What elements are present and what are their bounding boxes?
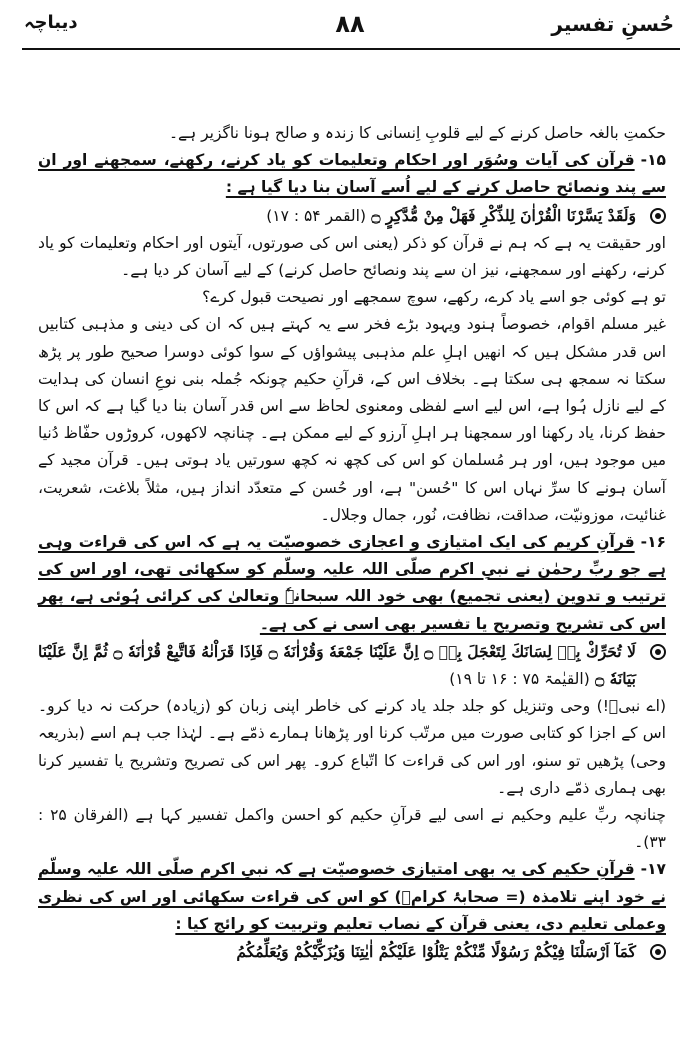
page-number: ۸۸ [335, 10, 365, 38]
point-17-number: ۱۷- [640, 860, 666, 879]
verse-text: كَمَآ اَرْسَلْنَا فِيْكُمْ رَسُوْلًا مِّنْكُمْ يَتْلُوْا عَلَيْكُمْ اٰيٰتِنَا وَيُزَكِّيْكُمْ وَيُعَلِّمُكُمُ [236, 942, 636, 962]
point-15-number: ۱۵- [640, 151, 666, 170]
point-16-paragraph-2: چنانچہ ربِّ علیم وحکیم نے اسی لیے قرآنِ حکیم کو احسن واکمل تفسیر کہا ہے (الفرقان ۲۵ : ۳۳)۔ [38, 806, 666, 852]
point-17-heading-text: قرآنِ حکیم کی یہ بھی امتیازی خصوصیّت ہے کہ نبیِ اکرم صلّی اللہ علیہ وسلّم نے خود اپنے تلامذہ (= صحابۂ کرامؓ) کو اس کی قراءت سکھائی اور اس کی نظری وعملی تعلیم دی، یعنی قرآن کے نصاب تعلیم وتربیت کو رائج کیا : [38, 860, 666, 933]
point-15-paragraph-1: اور حقیقت یہ ہے کہ ہم نے قرآن کو ذکر (یعنی اس کی صورتوں، آیتوں اور احکام وتعلیمات کو یاد کرنے، رکھنے اور سمجھنے، نیز ان سے پند ونصائح حاصل کرنے) کے لیے آسان کر دیا ہے۔ [38, 233, 666, 280]
point-16-paragraph-1: (اے نبیؐ!) وحی وتنزیل کو جلد جلد یاد کرنے کی خاطر اپنی زبان کو (زیادہ) حرکت نہ دیا کرو۔ اس کے اجزا کو کتابی صورت میں مرتّب کرنا اور پڑھانا ہمارے ذمّے ہے۔ لہٰذا جب ہم اسے (بذریعہ وحی) پڑھیں تو سنو، اور اس کی قراءت کا اتّباع کرو۔ پھر اس کی تصریح وتشریح یا تفسیر کرنا بھی ہماری ذمّے داری ہے۔ [38, 697, 666, 797]
point-16-verse [38, 638, 666, 693]
page-body [38, 120, 666, 965]
point-16-heading [38, 529, 666, 638]
verse-reference: (القیٰمۃ ۷۵ : ۱۶ تا ۱۹) [449, 670, 590, 689]
verse-text: وَلَقَدْ يَسَّرْنَا الْقُرْاٰنَ لِلذِّكْرِ فَهَلْ مِنْ مُّدَّكِرٍ ۝ [371, 205, 636, 225]
bullet-icon [650, 208, 666, 224]
point-15-verse [38, 202, 666, 230]
point-16-number: ۱۶- [640, 533, 666, 552]
point-17-verse [38, 938, 666, 965]
point-16-heading-text: قرآنِ کریم کی ایک امتیازی و اعجازی خصوصیّت یہ ہے کہ اس کی قراءت وہی ہے جو ربِّ رحمٰن نے نبیِ اکرم صلّی اللہ علیہ وسلّم کو سکھائی تھی، اور اس کی ترتیب و تدوین (یعنی تجمیع) بھی خود اللہ سبحانہٗ وتعالیٰ کی کرائی ہُوئی ہے، پھر اس کی تشریح وتصریح یا تفسیر بھی اسی نے کی ہے۔ [38, 533, 666, 633]
page-header [0, 6, 700, 46]
section-title: دیباچہ [24, 12, 78, 33]
verse-reference: (القمر ۵۴ : ۱۷) [266, 206, 366, 225]
bullet-icon [650, 644, 666, 660]
book-title: حُسنِ تفسیر [551, 12, 674, 36]
point-15-heading [38, 147, 666, 201]
bullet-icon [650, 944, 666, 960]
point-15-paragraph-2: تو ہے کوئی جو اسے یاد کرے، رکھے، سوچ سمجھے اور نصیحت قبول کرے؟ [202, 288, 666, 307]
intro-paragraph: حکمتِ بالغہ حاصل کرنے کے لیے قلوبِ اِنسانی کا زندہ و صالح ہونا ناگزیر ہے۔ [168, 124, 666, 142]
point-15-paragraph-3: غیر مسلم اقوام، خصوصاً ہنود ویہود بڑے فخر سے یہ کہتے ہیں کہ ان کی دینی و مذہبی کتابیں اس قدر مشکل ہیں کہ انھیں اہلِ علم مذہبی پیشواؤں کے سوا کوئی دوسرا صحیح طور پر پڑھ سکتا نہ سمجھ ہی سکتا ہے۔ بخلاف اس کے، قرآنِ حکیم چونکہ جُملہ بنی نوعِ انسان کی ہدایت کے لیے نازل ہُوا ہے، اس لیے اسے لفظی ومعنوی لحاظ سے اس قدر آسان بنا دیا گیا ہے کہ اس کا حفظ کرنا، یاد رکھنا اور سمجھنا ہر اہلِ آرزو کے لیے ممکن ہے۔ چنانچہ لاکھوں، کروڑوں حفّاظ دُنیا میں موجود ہیں، اور ہر مُسلمان کو اس کی کچھ نہ کچھ سورتیں یاد ہوتی ہیں۔ قرآن مجید کے آسان ہونے کا سرِّ نہاں اس کا "حُسن" ہے، اور حُسن کے متعدّد انداز ہیں، مثلاً بلاغت، شعریت، غنائیت، موزونیّت، صداقت، نظافت، نُور، جمال وجلال۔ [38, 315, 666, 524]
verse-text: لَا تُحَرِّكْ بِهٖ لِسَانَكَ لِتَعْجَلَ بِهٖ ۝ اِنَّ عَلَيْنَا جَمْعَهٗ وَقُرْاٰنَهٗ ۝ فَاِذَا قَرَاْنٰهُ فَاتَّبِعْ قُرْاٰنَهٗ ۝ ثُمَّ اِنَّ عَلَيْنَا بَيَانَهٗ ۝ [38, 641, 636, 689]
point-15-heading-text: قرآن کی آیات وسُوَر اور احکام وتعلیمات کو یاد کرنے، رکھنے، سمجھنے اور ان سے پند ونصائح حاصل کرنے کے لیے اُسے آسان بنا دیا گیا ہے : [38, 151, 666, 197]
header-rule [22, 48, 680, 50]
point-17-heading [38, 856, 666, 938]
